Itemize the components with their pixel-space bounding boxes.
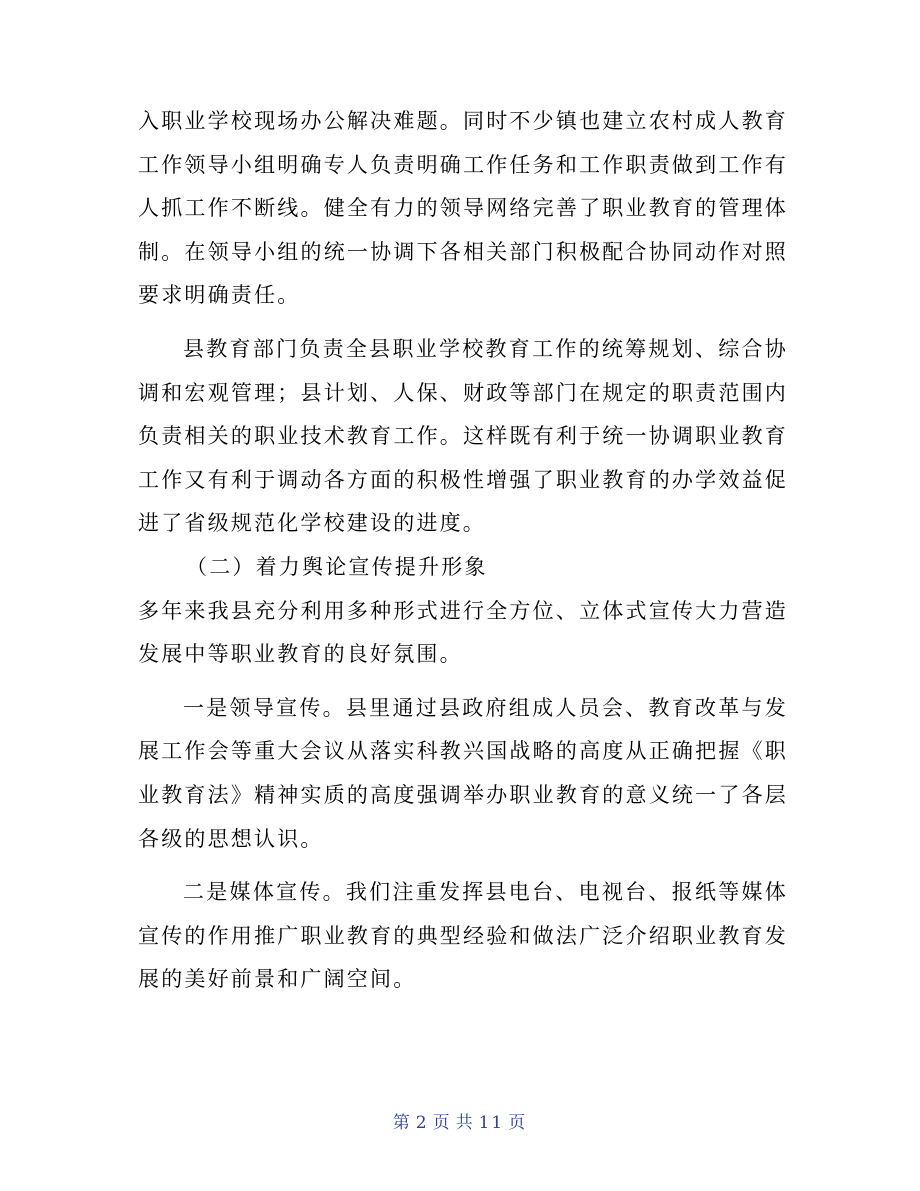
paragraph-education-department: 县教育部门负责全县职业学校教育工作的统筹规划、综合协调和宏观管理；县计划、人保、财政等部门在规定的职责范围内负责相关的职业技术教育工作。这样既有利于统一协调职业教育工作又有利于调动各方面的积极性增强了职业教育的办学效益促进了省级规范化学校建设的进度。: [138, 336, 788, 536]
footer-page-word: 页: [432, 1113, 452, 1133]
paragraph-media-publicity: 二是媒体宣传。我们注重发挥县电台、电视台、报纸等媒体宣传的作用推广职业教育的典型经验和做法广泛介绍职业教育发展的美好前景和广阔空间。: [138, 880, 788, 992]
footer-total-word: 共: [455, 1113, 475, 1133]
footer-suffix: 页: [508, 1113, 528, 1133]
paragraph-leadership-publicity: 一是领导宣传。县里通过县政府组成人员会、教育改革与发展工作会等重大会议从落实科教兴国战略的高度从正确把握《职业教育法》精神实质的高度强调举办职业教育的意义统一了各层各级的思想认识。: [138, 695, 788, 851]
footer-total-pages: 11: [478, 1113, 505, 1133]
document-body: [138, 100, 788, 1002]
page-footer: [0, 1111, 920, 1135]
section-heading-publicity: （二）着力舆论宣传提升形象: [186, 554, 488, 579]
footer-prefix: 第: [392, 1113, 412, 1133]
footer-current-page: 2: [415, 1113, 429, 1133]
paragraph-publicity-intro: 多年来我县充分利用多种形式进行全方位、立体式宣传大力营造发展中等职业教育的良好氛围。: [138, 598, 788, 667]
paragraph-leadership-continuation: 入职业学校现场办公解决难题。同时不少镇也建立农村成人教育工作领导小组明确专人负责明确工作任务和工作职责做到工作有人抓工作不断线。健全有力的领导网络完善了职业教育的管理体制。在领导小组的统一协调下各相关部门积极配合协同动作对照要求明确责任。: [138, 109, 788, 308]
